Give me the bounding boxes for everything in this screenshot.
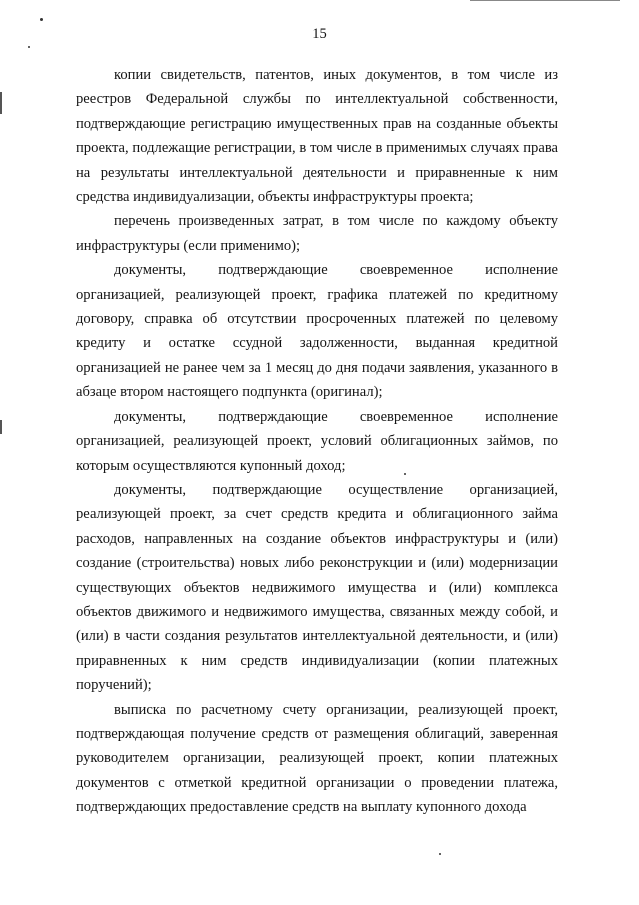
scan-speck [439, 853, 441, 855]
document-body [76, 63, 558, 820]
paragraph: документы, подтверждающие своевременное исполнение организацией, реализующей проект, условий облигационных займов, по которым осуществляются купонный доход; [76, 408, 558, 474]
paragraph: документы, подтверждающие осуществление организацией, реализующей проект, за счет средств кредита и облигационного займа расходов, направленных на создание объектов инфраструктуры и (или) создание (строительства) новых либо реконструкции и (или) модернизации существующих объектов недвижимого имущества и (или) комплекса объектов движимого и недвижимого имущества, связанных между собой, и (или) в части создания результатов интеллектуальной деятельности, и (или) приравненных к ним средств индивидуализации (копии платежных поручений); [76, 481, 558, 694]
page-number: 15 [312, 26, 327, 42]
scan-speck [28, 46, 30, 48]
paragraph: документы, подтверждающие своевременное исполнение организацией, реализующей проект, графика платежей по кредитному договору, справка об отсутствии просроченных платежей по целевому кредиту и остатке ссудной задолженности, выданная кредитной организацией не ранее чем за 1 месяц до дня подачи заявления, указанного в абзаце втором настоящего подпункта (оригинал); [76, 262, 558, 401]
paragraph: перечень произведенных затрат, в том числе по каждому объекту инфраструктуры (если применимо); [76, 213, 558, 254]
scan-edge-mark [0, 92, 2, 114]
scan-edge-line [470, 0, 620, 1]
scan-edge-mark [0, 420, 2, 434]
paragraph: выписка по расчетному счету организации, реализующей проект, подтверждающая получение средств от размещения облигаций, заверенная руководителем организации, реализующей проект, копии платежных документов с отметкой кредитной организации о проведении платежа, подтверждающих предоставление средств на выплату купонного дохода [76, 701, 558, 816]
paragraph: копии свидетельств, патентов, иных документов, в том числе из реестров Федеральной службы по интеллектуальной собственности, подтверждающие регистрацию имущественных прав на созданные объекты проекта, подлежащие регистрации, в том числе в применимых случаях права на результаты интеллектуальной деятельности и приравненные к ним средства индивидуализации, объекты инфраструктуры проекта; [76, 67, 558, 206]
scan-speck [40, 18, 43, 21]
